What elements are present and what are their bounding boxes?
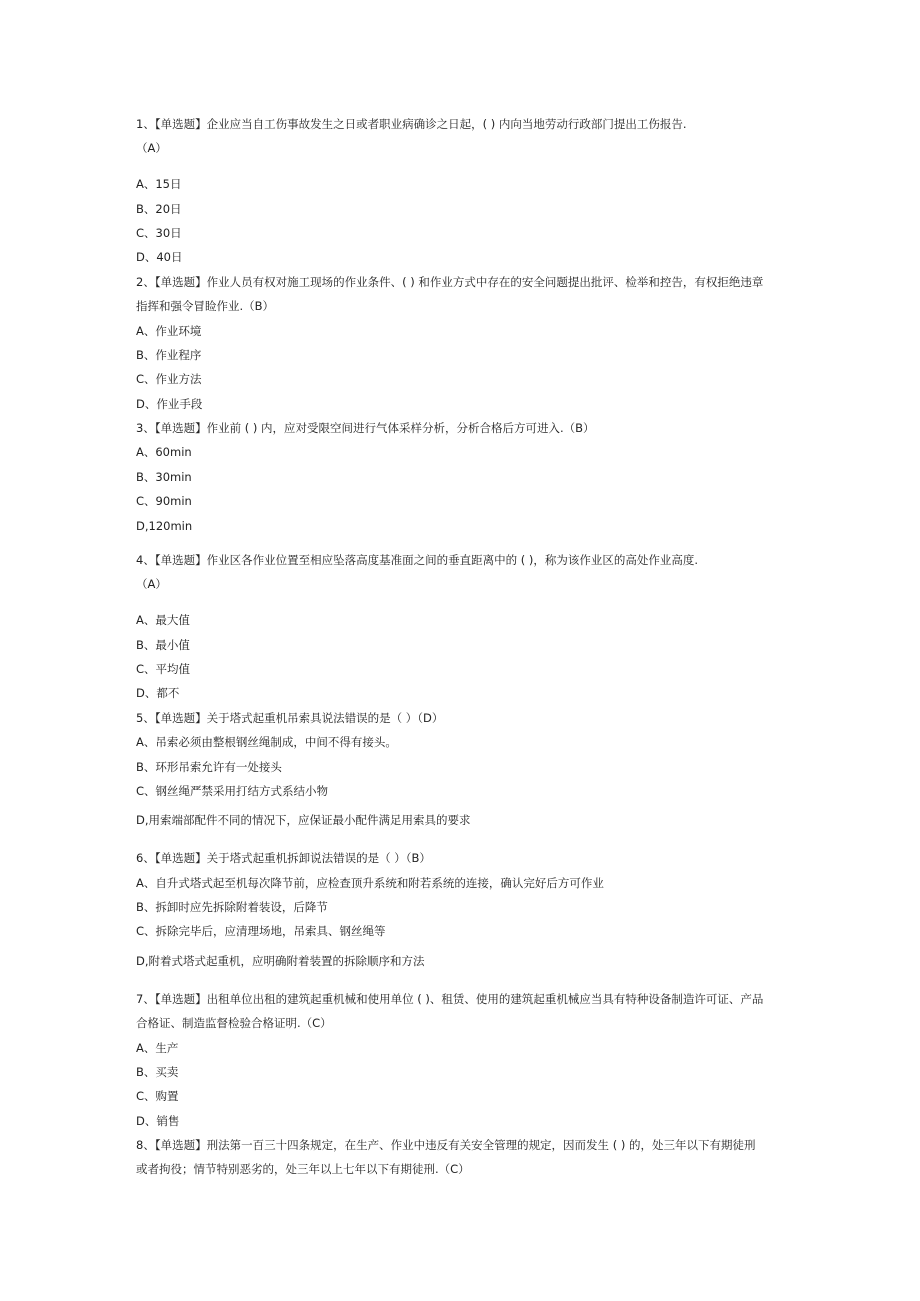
question-7-option-c: C、购置 [136,1089,179,1103]
question-5-option-c: C、钢丝绳严禁采用打结方式系结小物 [136,784,329,798]
question-5-option-d: D,用索端部配件不同的情况下，应保证最小配件满足用索具的要求 [136,813,471,827]
question-6-text: 6、【单选题】关于塔式起重机拆卸说法错误的是（ ）（B） [136,851,431,865]
question-2-text-cont: 指挥和强令冒睑作业.（B） [136,299,275,313]
question-6-option-a: A、自升式塔式起至机每次降节前，应检查顶升系统和附若系统的连接，确认完好后方可作业 [136,876,604,890]
question-2-option-a: A、作业环境 [136,324,202,338]
question-7-option-b: B、买卖 [136,1065,179,1079]
question-7-text-cont: 合格证、制造监督检验合格证明.（C） [136,1016,332,1030]
question-4-option-d: D、都不 [136,686,180,700]
question-2-text: 2、【单选题】作业人员有权对施工现场的作业条件、( ) 和作业方式中存在的安全问题提出批评、检举和控告，有权拒绝违章 [136,275,764,289]
question-6-option-b: B、拆卸时应先拆除附着装设，后降节 [136,900,328,914]
question-6-option-c: C、拆除完毕后，应清理场地，吊索具、钢丝绳等 [136,924,386,938]
question-3-option-b: B、30min [136,470,192,484]
question-7-option-d: D、销售 [136,1114,180,1128]
question-1-option-a: A、15日 [136,177,182,191]
question-1-text: 1、【单选题】企业应当自工伤事故发生之日或者职业病确诊之日起，( ) 内向当地劳动行政部门提出工伤报告. [136,117,687,131]
question-4-option-a: A、最大值 [136,613,190,627]
question-8-text-cont: 或者拘役；情节特别恶劣的，处三年以上七年以下有期徒刑.（C） [136,1162,470,1176]
question-2-option-b: B、作业程序 [136,348,202,362]
question-1-answer: （A） [136,141,167,155]
question-4-text: 4、【单选题】作业区各作业位置至相应坠落高度基准面之间的垂直距离中的 ( )，称为该作业区的高处作业高度. [136,553,699,567]
question-5-option-a: A、吊索必须由整根钢丝绳制成，中间不得有接头。 [136,735,397,749]
question-8-text: 8、【单选题】刑法第一百三十四条规定，在生产、作业中违反有关安全管理的规定，因而发生 ( ) 的，处三年以下有期徒刑 [136,1138,756,1152]
question-2-option-c: C、作业方法 [136,372,202,386]
question-3-option-d: D,120min [136,519,193,533]
question-1-option-d: D、40日 [136,250,183,264]
question-6-option-d: D,附着式塔式起重机，应明确附着装置的拆除顺序和方法 [136,954,425,968]
question-1-option-c: C、30日 [136,226,182,240]
question-4-option-c: C、平均值 [136,662,191,676]
question-3-text: 3、【单选题】作业前 ( ) 内，应对受限空间进行气体采样分析，分析合格后方可进入.（B） [136,421,595,435]
question-4-option-b: B、最小值 [136,638,190,652]
question-1-option-b: B、20日 [136,202,182,216]
question-5-option-b: B、环形吊索允许有一处接头 [136,760,282,774]
question-2-option-d: D、作业手段 [136,397,203,411]
question-3-option-a: A、60min [136,445,192,459]
question-4-answer: （A） [136,577,167,591]
question-7-option-a: A、生产 [136,1041,179,1055]
question-5-text: 5、【单选题】关于塔式起重机吊索具说法错误的是（ ）（D） [136,711,444,725]
question-7-text: 7、【单选题】出租单位出租的建筑起重机械和使用单位 ( )、租赁、使用的建筑起重机械应当具有特种设备制造许可证、产品 [136,992,764,1006]
question-3-option-c: C、90min [136,494,192,508]
